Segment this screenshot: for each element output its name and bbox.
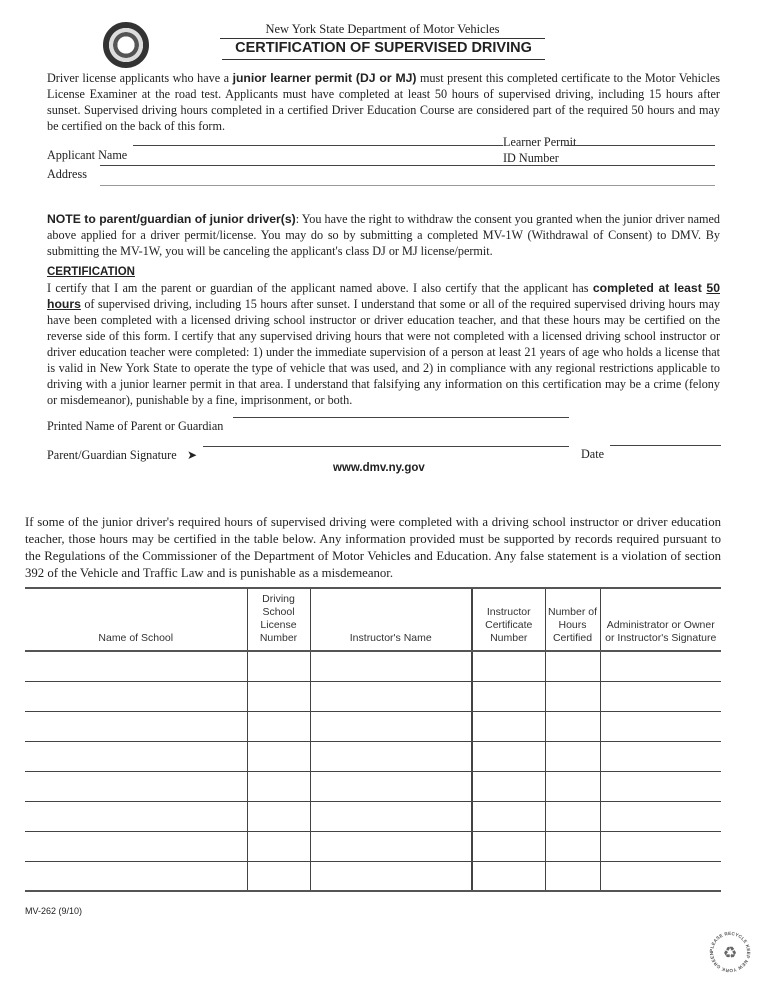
applicant-name-field[interactable] (133, 145, 503, 146)
driving-school-table (25, 587, 721, 892)
table-cell[interactable] (310, 711, 472, 741)
recycle-icon: ♻ (722, 945, 738, 962)
state-seal-logo (103, 22, 149, 68)
col-license-number: Driving School License Number (247, 588, 310, 651)
printed-name-field[interactable] (233, 417, 569, 418)
table-cell[interactable] (310, 681, 472, 711)
form-title: CERTIFICATION OF SUPERVISED DRIVING (222, 40, 545, 60)
table-cell[interactable] (310, 801, 472, 831)
permit-id-field[interactable] (565, 145, 715, 146)
table-row (25, 801, 721, 831)
col-certificate-number: Instructor Certificate Number (472, 588, 545, 651)
table-cell[interactable] (247, 831, 310, 861)
table-row (25, 651, 721, 681)
table-cell[interactable] (247, 741, 310, 771)
table-cell[interactable] (600, 861, 721, 891)
table-cell[interactable] (247, 711, 310, 741)
address-field-line2[interactable] (100, 185, 715, 186)
table-cell[interactable] (600, 651, 721, 681)
table-cell[interactable] (310, 651, 472, 681)
website-link[interactable]: www.dmv.ny.gov (333, 462, 425, 474)
table-row (25, 831, 721, 861)
col-name-of-school: Name of School (25, 588, 247, 651)
table-cell[interactable] (472, 831, 545, 861)
arrow-right-icon: ➤ (187, 448, 198, 462)
table-cell[interactable] (310, 771, 472, 801)
table-cell[interactable] (600, 771, 721, 801)
table-cell[interactable] (25, 771, 247, 801)
table-cell[interactable] (545, 651, 600, 681)
recycle-logo (708, 930, 752, 974)
table-cell[interactable] (472, 711, 545, 741)
table-cell[interactable] (472, 681, 545, 711)
address-label: Address (47, 167, 87, 181)
table-cell[interactable] (310, 861, 472, 891)
printed-name-label: Printed Name of Parent or Guardian (47, 419, 224, 433)
table-cell[interactable] (472, 651, 545, 681)
table-cell[interactable] (25, 681, 247, 711)
table-row (25, 861, 721, 891)
table-cell[interactable] (545, 861, 600, 891)
table-cell[interactable] (25, 741, 247, 771)
date-label: Date (581, 447, 605, 461)
table-cell[interactable] (247, 861, 310, 891)
table-cell[interactable] (600, 831, 721, 861)
signature-label: Parent/Guardian Signature (47, 448, 177, 462)
table-cell[interactable] (600, 681, 721, 711)
table-row (25, 771, 721, 801)
table-cell[interactable] (25, 651, 247, 681)
form-id: MV-262 (9/10) (25, 906, 83, 916)
agency-name: New York State Department of Motor Vehicles (220, 21, 545, 39)
table-cell[interactable] (600, 741, 721, 771)
applicant-name-label: Applicant Name (47, 148, 128, 162)
note-paragraph: NOTE to parent/guardian of junior driver(s): You have the right to withdraw the consent you granted when the junior driver named above applied for a driver permit/license. You may do so by submitting a completed MV-1W (Withdrawal of Consent) to DMV. By submitting the MV-1W, you will be canceling the applicant's class DJ or MJ license/permit. (47, 212, 720, 258)
table-cell[interactable] (472, 801, 545, 831)
table-cell[interactable] (472, 771, 545, 801)
table-cell[interactable] (472, 741, 545, 771)
table-cell[interactable] (25, 711, 247, 741)
table-cell[interactable] (545, 831, 600, 861)
col-instructor-name: Instructor's Name (310, 588, 472, 651)
intro-paragraph: Driver license applicants who have a junior learner permit (DJ or MJ) must present this completed certificate to the Motor Vehicles License Examiner at the road test. Applicants must have completed at least 50 hours of supervised driving, including 15 hours after sunset. Supervised driving hours completed in a certified Driver Education Course are considered part of the required 50 hours and may be certified on the back of this form. (47, 71, 720, 133)
table-cell[interactable] (545, 681, 600, 711)
certification-heading: CERTIFICATION (47, 266, 135, 278)
table-cell[interactable] (247, 681, 310, 711)
table-row (25, 711, 721, 741)
table-cell[interactable] (545, 741, 600, 771)
table-cell[interactable] (247, 651, 310, 681)
col-signature: Administrator or Owner or Instructor's Signature (600, 588, 721, 651)
table-cell[interactable] (25, 861, 247, 891)
table-cell[interactable] (310, 741, 472, 771)
col-hours-certified: Number of Hours Certified (545, 588, 600, 651)
date-field[interactable] (610, 445, 721, 446)
table-cell[interactable] (247, 801, 310, 831)
table-row (25, 741, 721, 771)
address-field-line1[interactable] (100, 165, 715, 166)
table-cell[interactable] (600, 801, 721, 831)
table-cell[interactable] (545, 711, 600, 741)
table-cell[interactable] (310, 831, 472, 861)
table-cell[interactable] (545, 771, 600, 801)
back-intro-paragraph: If some of the junior driver's required hours of supervised driving were completed with a driving school instructor or driver education teacher, those hours may be certified in the table below. Any information provided must be supported by records required pursuant to the Regulations of the Commissioner of the Department of Motor Vehicles and Education. Any false statement is a violation of section 392 of the Vehicle and Traffic Law and is punishable as a misdemeanor. (25, 515, 721, 580)
table-cell[interactable] (25, 831, 247, 861)
certification-paragraph: I certify that I am the parent or guardian of the applicant named above. I also certify that the applicant has completed at least 50 hours of supervised driving, including 15 hours after sunset. I understand that some or all of the required supervised driving hours may have been completed with a licensed driving school instructor or driver education teacher, and that these hours may be certified on the reverse side of this form. I certify that any supervised driving hours that were not completed with a licensed driving school instructor or driver education teacher were completed: 1) under the immediate supervision of a person at least 21 years of age who holds a license that is valid in New York State to operate the type of vehicle that was used, and 2) in compliance with any regional restrictions applicable to driving with a junior learner permit in that area. I understand that falsifying any information on this certification may be a crime (felony or misdemeanor), punishable by a fine, imprisonment, or both. (47, 281, 720, 407)
table-cell[interactable] (472, 861, 545, 891)
permit-label: Learner Permit ID Number (503, 135, 577, 165)
table-cell[interactable] (25, 801, 247, 831)
table-row (25, 681, 721, 711)
table-cell[interactable] (600, 711, 721, 741)
table-cell[interactable] (247, 771, 310, 801)
recycle-text: PLEASE RECYCLE KEEP NEW YORK GREEN (708, 930, 752, 974)
table-cell[interactable] (545, 801, 600, 831)
signature-field[interactable] (203, 446, 569, 447)
